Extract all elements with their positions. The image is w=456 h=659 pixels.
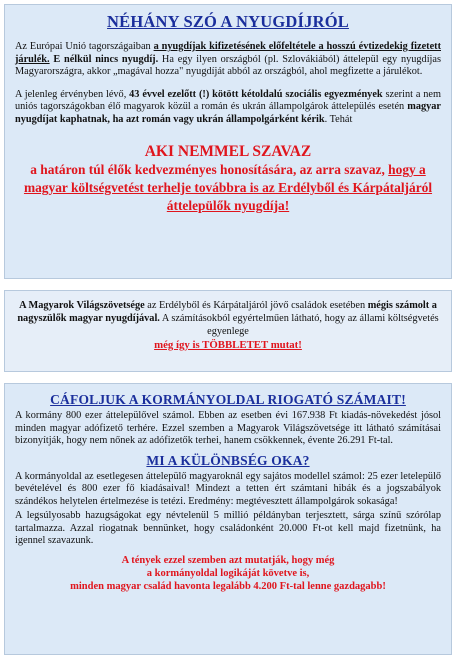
text-segment: A számításokból egyértelműen látható, hogy az állami költségvetés egyenlege: [159, 313, 439, 337]
red-statement: [11, 161, 445, 215]
text-segment: Ha egy ilyen országból (pl. Szlovákiából) áttelepül egy nyugdíjas Magyarországra, akkor „magával hozza" nyugdíját abból az országból, ahol megfizette a járulékot.: [15, 53, 441, 77]
section-title: NÉHÁNY SZÓ A NYUGDÍJRÓL: [107, 12, 349, 31]
emphasis-text: a nyugdíjak kifizetésének előfeltétele a hosszú évtizedekig fizetett járulék.: [15, 41, 441, 65]
government-numbers-paragraph: A kormány 800 ezer áttelepülővel számol. Ebben az esetben évi 167.938 Ft kiadás-növekedést jósol minden magyar adófizető terhére. Ezzel szemben a Magyarok Világszövetsége itt látható számításai bizonyítják, hogy nem nőnek az adófizetők terhei, hanem csökkennek, évente 26.291 Ft-tal.: [15, 410, 441, 446]
conclusion-statement: [5, 554, 451, 593]
text-segment: szerint a nem uniós tagországokban élő magyarok közül a román és ukrán állampolgárok áttelepülés esetén: [15, 88, 441, 112]
text-segment: az Erdélyből és Kárpátaljáról jövő családok esetében: [144, 300, 368, 311]
text-segment: Az Európai Unió tagországaiban: [15, 41, 154, 52]
red-headline: AKI NEMMEL SZAVAZ: [144, 143, 312, 160]
pension-section: [4, 4, 452, 279]
refutation-title: CÁFOLJUK A KORMÁNYOLDAL RIOGATÓ SZÁMAIT!: [50, 392, 406, 407]
conclusion-line: A tények ezzel szemben azt mutatják, hogy még: [121, 554, 335, 566]
text-segment: a határon túl élők kedvezményes honosítására, az arra szavaz,: [30, 162, 389, 177]
emphasis-text: 43 évvel ezelőtt (!) kötött kétoldalú szociális egyezmények: [129, 88, 383, 100]
intro-paragraph: [15, 41, 441, 79]
leaflet-paragraph: A legsúlyosabb hazugságokat egy névtelenül 5 millió példányban terjesztett, sárga színű szórólap tartalmazza. Azzal riogatnak bennünket, hogy családonként 20.000 Ft-ot kell majd fizetnünk, ha igennel szavazunk.: [15, 510, 441, 546]
surplus-statement: még így is TÖBBLETET mutat!: [154, 339, 302, 351]
text-segment: A jelenleg érvényben lévő,: [15, 88, 130, 100]
conclusion-line: a kormányoldal logikáját követve is,: [146, 567, 310, 579]
world-federation-section: [4, 290, 452, 372]
emphasis-text: magyar nyugdíjat kaphatnak, ha azt román vagy ukrán állampolgárként kérik: [15, 101, 441, 125]
underlined-text: hogy a magyar költségvetést terhelje továbbra is az Erdélyből és Kárpátaljáról áttelepülők nyugdíja!: [23, 162, 433, 213]
emphasis-text: A Magyarok Világszövetsége: [19, 300, 145, 311]
text-segment: . Tehát: [324, 113, 353, 125]
model-paragraph: A kormányoldal az esetlegesen áttelepülő magyaroknál egy sajátos modellel számol: 25 ezer letelepülő bevételével és 800 ezer fő kiadásaival! Mindezt a tetten ért számtani hibák és a jogszabályok szándékos helytelen értelmezése is tetézi. Eredmény: megtévesztett állampolgárok sokasága!: [15, 470, 441, 507]
emphasis-text: E nélkül nincs nyugdíj.: [53, 53, 159, 65]
agreement-paragraph: [15, 89, 441, 127]
federation-paragraph: [13, 299, 443, 338]
refutation-section: [4, 383, 452, 655]
emphasis-text: mégis számolt a nagyszülők magyar nyugdíjával.: [17, 300, 437, 324]
difference-title: MI A KÜLÖNBSÉG OKA?: [146, 452, 310, 468]
conclusion-line: minden magyar család havonta legalább 4.200 Ft-tal lenne gazdagabb!: [70, 580, 386, 592]
